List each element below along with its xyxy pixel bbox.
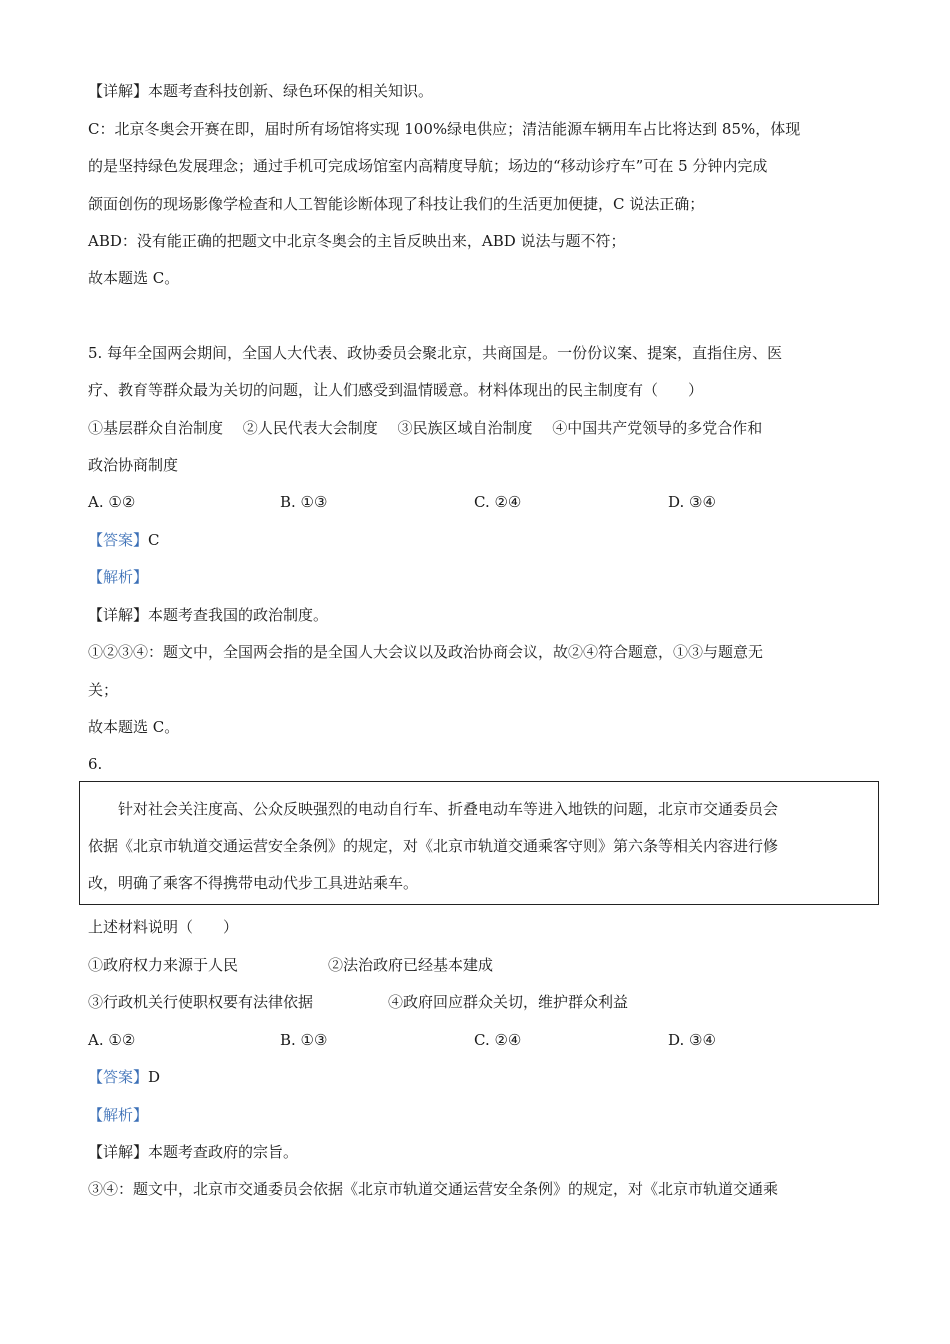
q4-c-line-3: 颌面创伤的现场影像学检查和人工智能诊断体现了科技让我们的生活更加便捷，C 说法正确；: [88, 195, 705, 213]
q5-stem-line-2: 疗、教育等群众最为关切的问题，让人们感受到温情暖意。材料体现出的民主制度有（ ）: [88, 381, 704, 399]
q4-conclusion: 故本题选 C。: [88, 269, 180, 287]
q6-option-b[interactable]: B. ①③: [280, 1031, 328, 1049]
q6-option-c[interactable]: C. ②④: [474, 1031, 522, 1049]
q6-answer-value: D: [148, 1068, 161, 1086]
q5-answer-tag: 【答案】: [88, 531, 149, 549]
q5-option-a[interactable]: A. ①②: [88, 493, 136, 511]
q6-option-a[interactable]: A. ①②: [88, 1031, 136, 1049]
q6-explain-line-1: ③④：题文中，北京市交通委员会依据《北京市轨道交通运营安全条例》的规定，对《北京市轨道交通乘: [88, 1180, 779, 1198]
q6-statement-2: ②法治政府已经基本建成: [328, 956, 494, 974]
q6-number: 6.: [88, 755, 103, 773]
q6-answer: [88, 1066, 160, 1088]
q5-option-c[interactable]: C. ②④: [474, 493, 522, 511]
q5-stem-line-1: 5. 每年全国两会期间，全国人大代表、政协委员会聚北京，共商国是。一份份议案、提案，直指住房、医: [88, 344, 783, 362]
q6-material-box: [79, 781, 879, 905]
q5-answer: [88, 529, 160, 551]
q5-conclusion: 故本题选 C。: [88, 718, 180, 736]
q4-detail: 【详解】本题考查科技创新、绿色环保的相关知识。: [88, 82, 434, 100]
q5-explain-line-2: 关；: [88, 681, 119, 699]
q6-material-line-2: 依据《北京市轨道交通运营安全条例》的规定，对《北京市轨道交通乘客守则》第六条等相关内容进行修: [88, 837, 779, 855]
q5-statements-line-2: 政治协商制度: [88, 456, 179, 474]
q6-detail: 【详解】本题考查政府的宗旨。: [88, 1143, 299, 1161]
q5-option-d[interactable]: D. ③④: [668, 493, 716, 511]
q5-detail: 【详解】本题考查我国的政治制度。: [88, 606, 329, 624]
q4-c-line-2: 的是坚持绿色发展理念；通过手机可完成场馆室内高精度导航；场边的“移动诊疗车”可在 5 分钟内完成: [88, 157, 768, 175]
q6-option-d[interactable]: D. ③④: [668, 1031, 716, 1049]
q6-analysis-tag: 【解析】: [88, 1106, 149, 1124]
q6-material-line-1: 针对社会关注度高、公众反映强烈的电动自行车、折叠电动车等进入地铁的问题，北京市交通委员会: [118, 800, 779, 818]
q5-option-b[interactable]: B. ①③: [280, 493, 328, 511]
q5-explain-line-1: ①②③④：题文中，全国两会指的是全国人大会议以及政治协商会议，故②④符合题意，①③与题意无: [88, 643, 764, 661]
q5-answer-value: C: [148, 531, 160, 549]
q6-material-line-3: 改，明确了乘客不得携带电动代步工具进站乘车。: [88, 874, 419, 892]
q6-statement-1: ①政府权力来源于人民: [88, 956, 239, 974]
q6-statement-4: ④政府回应群众关切，维护群众利益: [388, 993, 629, 1011]
q6-statement-3: ③行政机关行使职权要有法律依据: [88, 993, 314, 1011]
q6-answer-tag: 【答案】: [88, 1068, 149, 1086]
q4-c-line-1: C：北京冬奥会开赛在即，届时所有场馆将实现 100%绿电供应；清洁能源车辆用车占比将达到 85%，体现: [88, 120, 801, 138]
q4-abd: ABD：没有能正确的把题文中北京冬奥会的主旨反映出来，ABD 说法与题不符；: [88, 232, 626, 250]
q6-question: 上述材料说明（ ）: [88, 918, 239, 936]
q5-statements-line-1: ①基层群众自治制度 ②人民代表大会制度 ③民族区域自治制度 ④中国共产党领导的多党合作和: [88, 419, 763, 437]
q5-analysis-tag: 【解析】: [88, 568, 149, 586]
